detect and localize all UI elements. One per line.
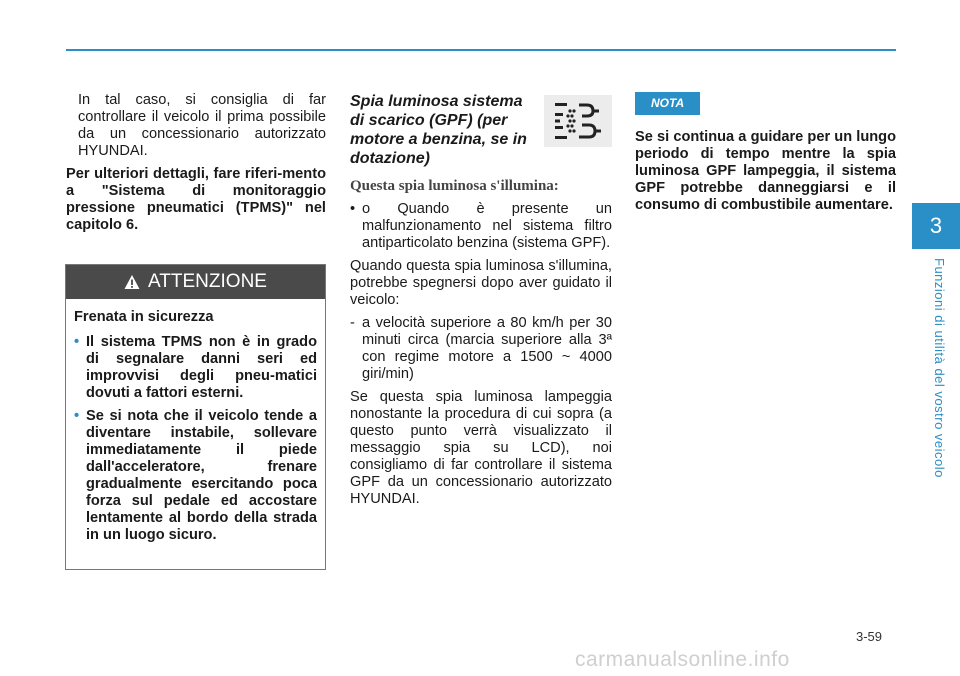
column-left [66, 92, 326, 240]
warning-title: Frenata in sicurezza [74, 309, 214, 325]
list-item-text: Il sistema TPMS non è in grado di segnalare danni seri ed improvvisi degli pneu-matici dovuti a fattori esterni. [86, 334, 317, 401]
warning-triangle-icon [124, 274, 140, 290]
bullet-icon: • [350, 201, 356, 217]
paragraph: Se questa spia luminosa lampeggia nonostante la procedura di cui sopra (a questo punto verrà visualizzato il messaggio spia su LCD), noi consigliamo di far controllare il sistema GPF da un concessionario autorizzato HYUNDAI. [350, 389, 612, 507]
list-item-text: o Quando è presente un malfunzionamento nel sistema filtro antiparticolato benzina (sistema GPF). [362, 201, 612, 251]
list-item [350, 201, 612, 252]
warning-body [66, 299, 325, 544]
page-number: 3-59 [856, 629, 883, 644]
warning-header-label: ATTENZIONE [148, 271, 267, 292]
warning-box [65, 264, 326, 570]
column-right [635, 92, 896, 220]
bullet-icon: • [74, 334, 80, 350]
dash-marker: - [350, 315, 355, 331]
top-rule [66, 49, 896, 51]
column-middle [350, 92, 612, 514]
gpf-warning-icon [544, 95, 612, 147]
section-title: Spia luminosa sistema di scarico (GPF) (per motore a benzina, se in dotazione) [350, 93, 527, 167]
chapter-tab: 3 [912, 203, 960, 249]
paragraph: Quando questa spia luminosa s'illumina, potrebbe spegnersi dopo aver guidato il veicolo: [350, 258, 612, 308]
note-tag: NOTA [635, 92, 700, 115]
list-item [74, 408, 317, 544]
list-item [350, 315, 612, 383]
gpf-icon-graphic [551, 99, 605, 143]
paragraph: Per ulteriori dettagli, fare riferi-mento a "Sistema di monitoraggio pressione pneumatici (TPMS)" nel capitolo 6. [66, 166, 326, 233]
subheading: Questa spia luminosa s'illumina: [350, 178, 559, 194]
paragraph: In tal caso, si consiglia di far controllare il veicolo il prima possibile da un concessionario autorizzato HYUNDAI. [78, 92, 326, 159]
warning-header [66, 265, 325, 299]
list-item-text: Se si nota che il veicolo tende a diventare instabile, sollevare immediatamente il piede dall'acceleratore, frenare gradualmente esercitando poca forza sul pedale ed accostare lentamente al bordo della strada in un luogo sicuro. [86, 408, 317, 543]
note-paragraph: Se si continua a guidare per un lungo periodo di tempo mentre la spia luminosa GPF lampeggia, il sistema GPF potrebbe danneggiarsi e il consumo di combustibile aumentare. [635, 129, 896, 213]
watermark: carmanualsonline.info [575, 648, 790, 671]
chapter-label: Funzioni di utilità del vostro veicolo [932, 258, 947, 478]
list-item [74, 334, 317, 402]
bullet-icon: • [74, 408, 80, 424]
list-item-text: a velocità superiore a 80 km/h per 30 minuti circa (marcia superiore alla 3ª con regime motore a 1500 ~ 4000 giri/min) [362, 315, 612, 382]
